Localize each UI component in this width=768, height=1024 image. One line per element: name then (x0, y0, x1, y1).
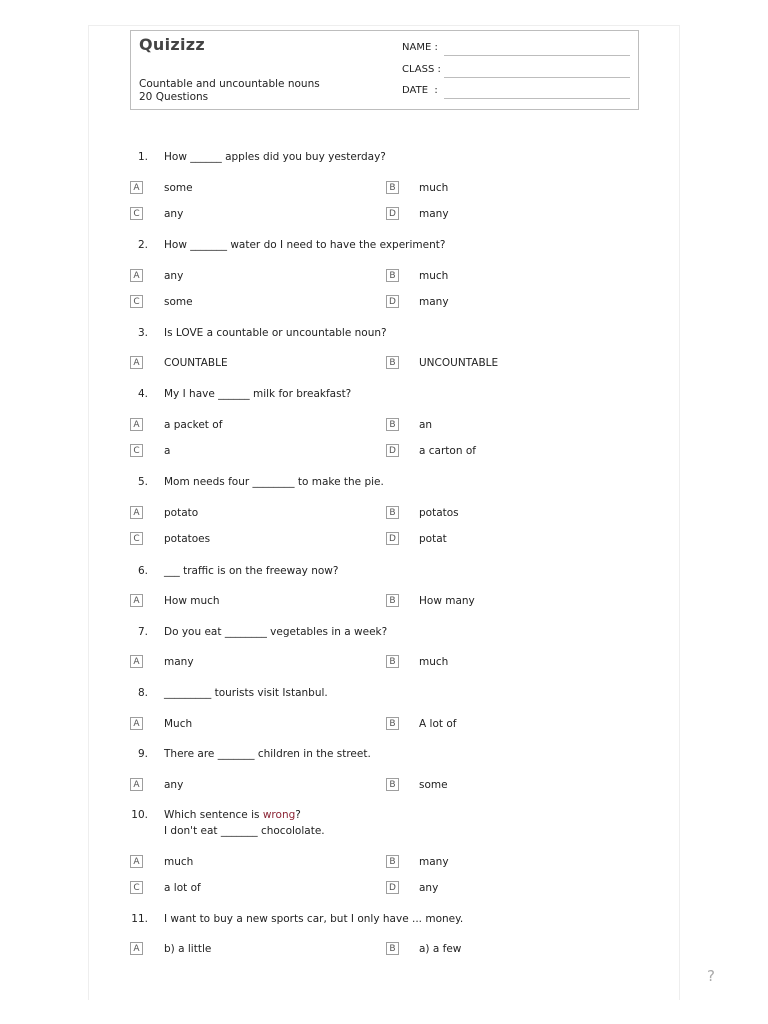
option-text: much (419, 656, 449, 668)
option-text: b) a little (164, 943, 212, 955)
option-letter-box: B (386, 181, 399, 194)
option-text: potato (164, 507, 199, 519)
option-text: potatos (419, 507, 459, 519)
option-text: any (419, 882, 439, 894)
date-label: DATE : (402, 85, 438, 96)
question-number: 9. (137, 748, 148, 760)
quizizz-logo: Quizizz (139, 35, 205, 54)
option-text: A lot of (419, 718, 457, 730)
question-number: 8. (137, 687, 148, 699)
option-letter-box: A (130, 418, 143, 431)
option-letter-box: C (130, 444, 143, 457)
option-letter-box: D (386, 207, 399, 220)
option-letter-box: C (130, 295, 143, 308)
option-letter-box: B (386, 418, 399, 431)
option-text: COUNTABLE (164, 357, 228, 369)
option-letter-box: B (386, 942, 399, 955)
option-text: many (419, 856, 449, 868)
option-text: UNCOUNTABLE (419, 357, 499, 369)
question-text: I want to buy a new sports car, but I only have ... money. (164, 913, 464, 925)
option-text: many (164, 656, 194, 668)
option-text: an (419, 419, 433, 431)
option-letter-box: B (386, 778, 399, 791)
option-letter-box: A (130, 181, 143, 194)
question-text: How _______ water do I need to have the experiment? (164, 239, 446, 251)
option-letter-box: B (386, 269, 399, 282)
question-text (164, 809, 301, 821)
highlighted-word: wrong (262, 809, 296, 821)
help-icon[interactable]: ? (707, 967, 715, 985)
option-letter-box: C (130, 532, 143, 545)
option-text: a lot of (164, 882, 201, 894)
date-field-line (444, 98, 630, 99)
question-number: 6. (137, 565, 148, 577)
question-text: There are _______ children in the street. (164, 748, 371, 760)
option-letter-box: A (130, 269, 143, 282)
option-text: How much (164, 595, 220, 607)
question-number: 3. (137, 327, 148, 339)
question-text: ___ traffic is on the freeway now? (164, 565, 339, 577)
option-text: some (164, 296, 193, 308)
option-text: potat (419, 533, 447, 545)
option-letter-box: B (386, 594, 399, 607)
option-letter-box: D (386, 295, 399, 308)
option-letter-box: A (130, 506, 143, 519)
option-letter-box: A (130, 717, 143, 730)
option-text: any (164, 779, 184, 791)
option-text: Much (164, 718, 193, 730)
option-text: a (164, 445, 171, 457)
option-text: much (419, 182, 449, 194)
question-text: Is LOVE a countable or uncountable noun? (164, 327, 387, 339)
question-number: 5. (137, 476, 148, 488)
option-letter-box: B (386, 356, 399, 369)
option-letter-box: C (130, 207, 143, 220)
option-letter-box: D (386, 881, 399, 894)
option-letter-box: D (386, 444, 399, 457)
option-text: a carton of (419, 445, 476, 457)
option-letter-box: B (386, 655, 399, 668)
option-text: any (164, 270, 184, 282)
option-letter-box: A (130, 594, 143, 607)
question-text-end: ? (295, 809, 301, 821)
option-text: much (419, 270, 449, 282)
option-text: many (419, 296, 449, 308)
option-text: How many (419, 595, 475, 607)
option-text: much (164, 856, 194, 868)
option-text: potatoes (164, 533, 211, 545)
option-letter-box: A (130, 655, 143, 668)
question-text: Do you eat ________ vegetables in a week? (164, 626, 388, 638)
question-text: Mom needs four ________ to make the pie. (164, 476, 384, 488)
option-letter-box: D (386, 532, 399, 545)
question-text: _________ tourists visit Istanbul. (164, 687, 328, 699)
question-text: How ______ apples did you buy yesterday? (164, 151, 386, 163)
question-number: 4. (137, 388, 148, 400)
option-letter-box: B (386, 506, 399, 519)
option-text: a packet of (164, 419, 223, 431)
option-letter-box: C (130, 881, 143, 894)
question-number: 11. (131, 913, 148, 925)
name-field-line (444, 55, 630, 56)
option-text: some (419, 779, 448, 791)
question-subtext: I don't eat _______ chocololate. (164, 825, 325, 837)
option-letter-box: B (386, 717, 399, 730)
option-letter-box: A (130, 356, 143, 369)
option-letter-box: A (130, 855, 143, 868)
option-letter-box: A (130, 942, 143, 955)
class-field-line (444, 77, 630, 78)
option-letter-box: B (386, 855, 399, 868)
class-label: CLASS : (402, 64, 441, 75)
question-text-start: Which sentence is (164, 809, 263, 821)
worksheet-header (130, 30, 639, 110)
option-text: many (419, 208, 449, 220)
quiz-title: Countable and uncountable nouns (139, 78, 320, 90)
question-number: 7. (137, 626, 148, 638)
question-count: 20 Questions (139, 91, 209, 103)
question-number: 10. (131, 809, 148, 821)
option-text: any (164, 208, 184, 220)
question-number: 2. (137, 239, 148, 251)
option-letter-box: A (130, 778, 143, 791)
question-number: 1. (137, 151, 148, 163)
option-text: some (164, 182, 193, 194)
option-text: a) a few (419, 943, 462, 955)
name-label: NAME : (402, 42, 438, 53)
question-text: My I have ______ milk for breakfast? (164, 388, 352, 400)
